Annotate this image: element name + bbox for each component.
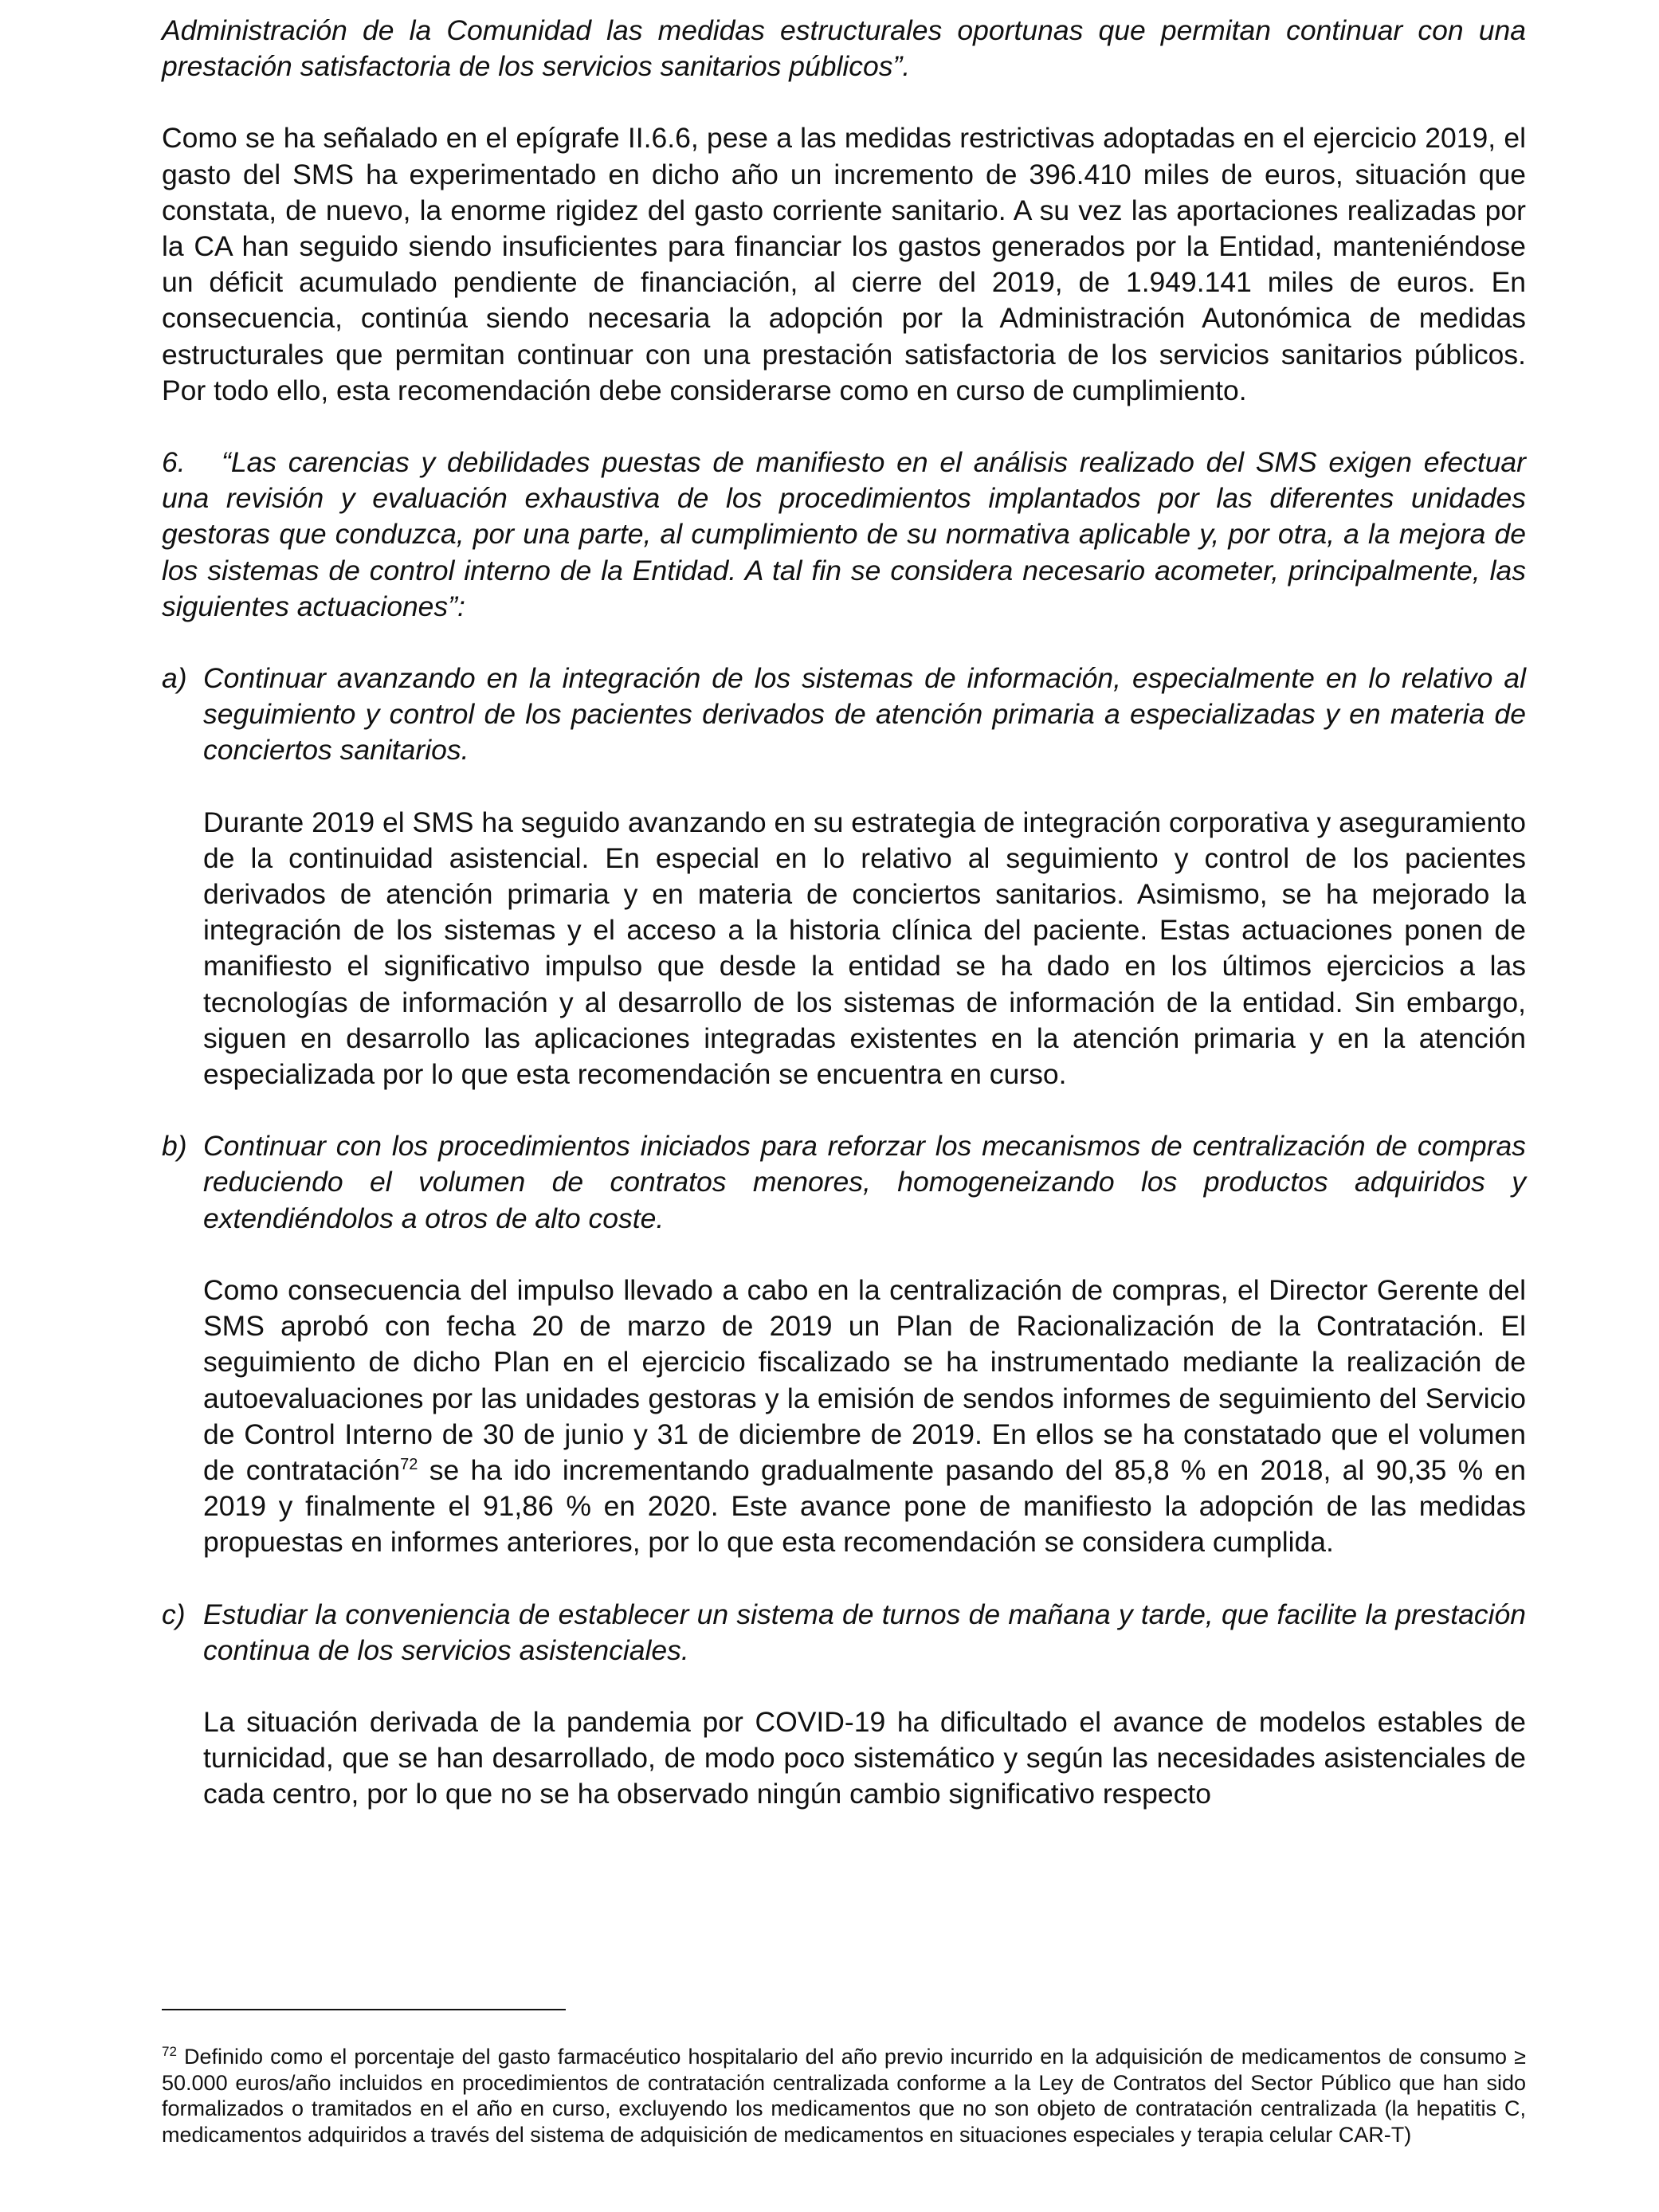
footnote-separator bbox=[162, 2009, 566, 2010]
body-paragraph: Como se ha señalado en el epígrafe II.6.6, pese a las medidas restrictivas adoptadas en el ejercicio 2019, el gasto del SMS ha experimentado en dicho año un incremento de 396.410 miles de euros, situación que constata, de nuevo, la enorme rigidez del gasto corriente sanitario. A su vez las aportaciones realizadas por la CA han seguido siendo insuficientes para financiar los gastos generados por la Entidad, manteniéndose un déficit acumulado pendiente de financiación, al cierre del 2019, de 1.949.141 miles de euros. En consecuencia, continúa siendo necesaria la adopción por la Administración Autonómica de medidas estructurales que permitan continuar con una prestación satisfactoria de los servicios sanitarios públicos. Por todo ello, esta recomendación debe considerarse como en curso de cumplimiento. bbox=[162, 122, 1526, 406]
recommendation-text: “Las carencias y debilidades puestas de manifiesto en el análisis realizado del SMS exigen efectuar una revisión y evaluación exhaustiva de los procedimientos implantados por las diferentes unidades gestoras que conduzca, por una parte, al cumplimiento de su normativa aplicable y, por otra, a la mejora de los sistemas de control interno de la Entidad. A tal fin se considera necesario acometer, principalmente, las siguientes actuaciones”: bbox=[162, 446, 1526, 622]
item-b-label: b) bbox=[162, 1130, 187, 1163]
footnote-reference[interactable]: 72 bbox=[400, 1456, 418, 1474]
item-b-heading-text: Continuar con los procedimientos iniciados para reforzar los mecanismos de centralización de compras reduciendo el volumen de contratos menores, homogeneizando los productos adquiridos y extendiéndolos a otros de alto coste. bbox=[203, 1130, 1526, 1234]
item-c-heading bbox=[162, 1597, 1526, 1669]
quoted-paragraph-end: Administración de la Comunidad las medidas estructurales oportunas que permitan continuar con una prestación satisfactoria de los servicios sanitarios públicos”. bbox=[162, 14, 1526, 83]
item-b-heading bbox=[162, 1128, 1526, 1237]
item-a-heading-text: Continuar avanzando en la integración de los sistemas de información, especialmente en lo relativo al seguimiento y control de los pacientes derivados de atención primaria a especializadas y en materia de conciertos sanitarios. bbox=[203, 662, 1526, 767]
item-a-label: a) bbox=[162, 662, 187, 695]
footnote-number: 72 bbox=[162, 2044, 177, 2059]
item-b-body-part2: se ha ido incrementando gradualmente pasando del 85,8 % en 2018, al 90,35 % en 2019 y finalmente el 91,86 % en 2020. Este avance pone de manifiesto la adopción de las medidas propuestas en informes anteriores, por lo que esta recomendación se considera cumplida. bbox=[203, 1453, 1526, 1559]
item-b-body-part1: Como consecuencia del impulso llevado a cabo en la centralización de compras, el Director Gerente del SMS aprobó con fecha 20 de marzo de 2019 un Plan de Racionalización de la Contratación. El seguimiento de dicho Plan en el ejercicio fiscalizado se ha instrumentado mediante la realización de autoevaluaciones por las unidades gestoras y la emisión de sendos informes de seguimiento del Servicio de Control Interno de 30 de junio y 31 de diciembre de 2019. En ellos se ha constatado que el volumen de contratación bbox=[203, 1273, 1526, 1486]
footnote-text: Definido como el porcentaje del gasto farmacéutico hospitalario del año previo incurrido en la adquisición de medicamentos de consumo ≥ 50.000 euros/año incluidos en procedimientos de contratación centralizada conforme a la Ley de Contratos del Sector Público que han sido formalizados o tramitados en el año en curso, excluyendo los medicamentos que no son objeto de contratación centralizada (la hepatitis C, medicamentos adquiridos a través del sistema de adquisición de medicamentos en situaciones especiales y terapia celular CAR-T) bbox=[162, 2045, 1526, 2147]
item-b-body bbox=[162, 1273, 1526, 1561]
item-c-label: c) bbox=[162, 1598, 186, 1630]
footnote bbox=[162, 2044, 1526, 2147]
recommendation-6 bbox=[162, 445, 1526, 625]
main-text bbox=[162, 13, 1526, 1813]
item-c-body: La situación derivada de la pandemia por COVID-19 ha dificultado el avance de modelos estables de turnicidad, que se han desarrollado, de modo poco sistemático y según las necesidades asistenciales de cada centro, por lo que no se ha observado ningún cambio significativo respecto bbox=[203, 1705, 1526, 1810]
recommendation-number: 6. bbox=[162, 446, 186, 479]
item-a-heading bbox=[162, 661, 1526, 769]
item-a-body: Durante 2019 el SMS ha seguido avanzando en su estrategia de integración corporativa y aseguramiento de la continuidad asistencial. En especial en lo relativo al seguimiento y control de los pacientes derivados de atención primaria y en materia de conciertos sanitarios. Asimismo, se ha mejorado la integración de los sistemas y el acceso a la historia clínica del paciente. Estas actuaciones ponen de manifiesto el significativo impulso que desde la entidad se ha dado en los últimos ejercicios a las tecnologías de información y al desarrollo de los sistemas de información de la entidad. Sin embargo, siguen en desarrollo las aplicaciones integradas existentes en la atención primaria y en la atención especializada por lo que esta recomendación se encuentra en curso. bbox=[203, 806, 1526, 1091]
item-c-heading-text: Estudiar la conveniencia de establecer un sistema de turnos de mañana y tarde, que facilite la prestación continua de los servicios asistenciales. bbox=[203, 1598, 1526, 1666]
